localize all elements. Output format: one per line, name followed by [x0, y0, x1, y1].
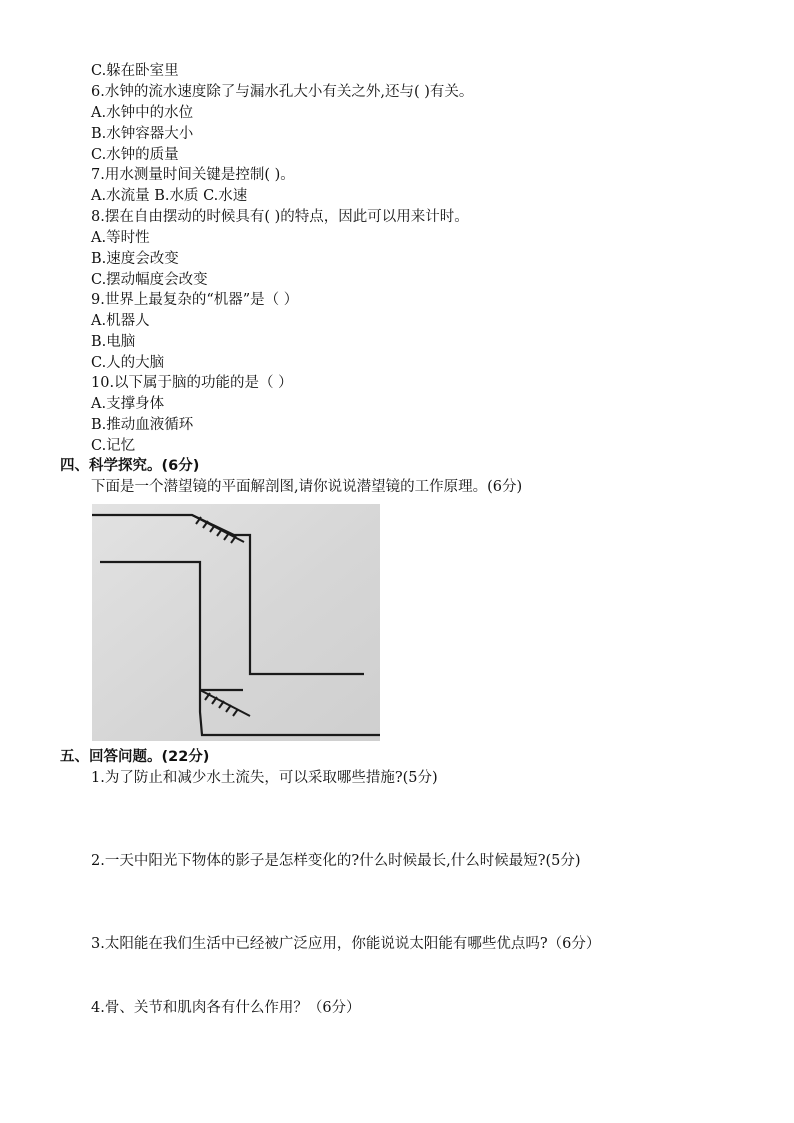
- q9-stem: 9.世界上最复杂的“机器”是（ ）: [91, 292, 299, 308]
- section5-question-1: 1.为了防止和减少水土流失，可以采取哪些措施?(5分): [91, 770, 438, 786]
- q5-option-c: C.躲在卧室里: [91, 63, 179, 79]
- q8-option-c: C.摆动幅度会改变: [91, 272, 208, 288]
- section5-question-4: 4.骨、关节和肌肉各有什么作用？（6分）: [91, 1000, 361, 1016]
- q8-option-a: A.等时性: [91, 230, 150, 246]
- q10-stem: 10.以下属于脑的功能的是（ ）: [91, 375, 293, 391]
- periscope-diagram-icon: [92, 504, 380, 741]
- q8-stem: 8.摆在自由摆动的时候具有( )的特点，因此可以用来计时。: [91, 209, 469, 225]
- q6-option-a: A.水钟中的水位: [91, 105, 194, 121]
- q7-options: A.水流量 B.水质 C.水速: [91, 188, 248, 204]
- q10-option-a: A.支撑身体: [91, 396, 165, 412]
- q10-option-c: C.记忆: [91, 438, 136, 454]
- section4-heading: 四、科学探究。(6分): [60, 458, 200, 474]
- section5-heading: 五、回答问题。(22分): [60, 749, 210, 765]
- q6-stem: 6.水钟的流水速度除了与漏水孔大小有关之外,还与( )有关。: [91, 84, 474, 100]
- section4-question: 下面是一个潜望镜的平面解剖图,请你说说潜望镜的工作原理。(6分): [91, 479, 523, 495]
- periscope-diagram-svg: [92, 504, 380, 741]
- section5-question-2: 2.一天中阳光下物体的影子是怎样变化的?什么时候最长,什么时候最短?(5分): [91, 853, 581, 869]
- q6-option-c: C.水钟的质量: [91, 147, 179, 163]
- q7-stem: 7.用水测量时间关键是控制( )。: [91, 167, 295, 183]
- q9-option-c: C.人的大脑: [91, 355, 165, 371]
- q9-option-b: B.电脑: [91, 334, 136, 350]
- section5-question-3: 3.太阳能在我们生活中已经被广泛应用，你能说说太阳能有哪些优点吗?（6分）: [91, 936, 601, 952]
- q9-option-a: A.机器人: [91, 313, 150, 329]
- q8-option-b: B.速度会改变: [91, 251, 179, 267]
- q6-option-b: B.水钟容器大小: [91, 126, 194, 142]
- q10-option-b: B.推动血液循环: [91, 417, 194, 433]
- figure-background: [92, 504, 380, 741]
